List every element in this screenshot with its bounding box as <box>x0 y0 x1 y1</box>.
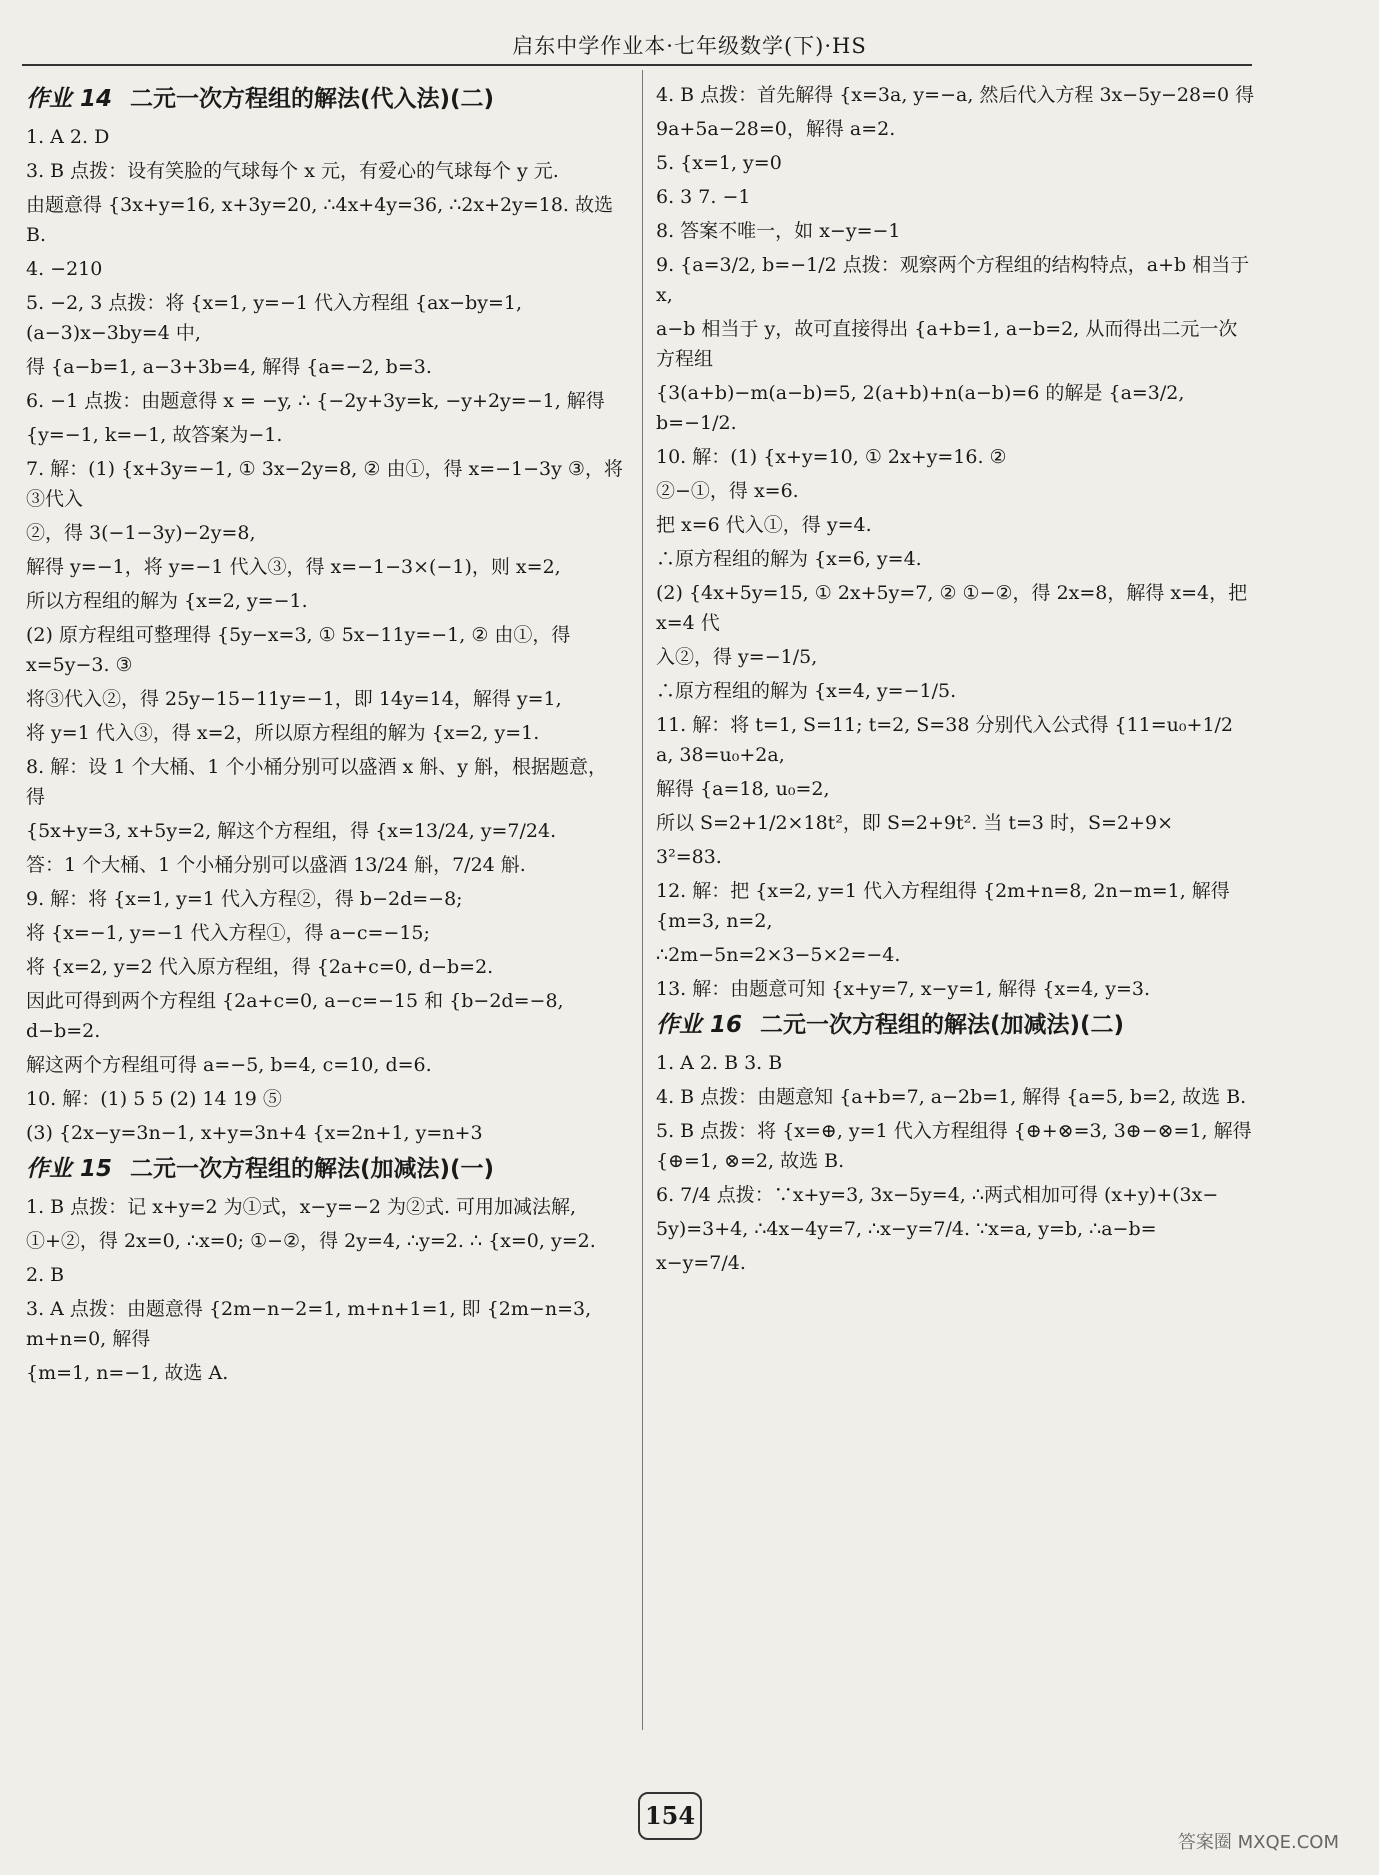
answer-line: 把 x=6 代入①，得 y=4. <box>656 514 872 536</box>
answer-line: 1. B 点拨：记 x+y=2 为①式，x−y=−2 为②式. 可用加减法解, <box>26 1196 577 1218</box>
answer-line: 将 {x=2, y=2 代入原方程组，得 {2a+c=0, d−b=2. <box>26 956 494 978</box>
section-heading <box>656 1010 1256 1040</box>
right-column <box>656 78 1256 1282</box>
answer-line: 7. 解：(1) {x+3y=−1, ① 3x−2y=8, ② 由①，得 x=−1−3y ③，将③代入 <box>26 458 623 510</box>
answer-line: 5. −2, 3 点拨：将 {x=1, y=−1 代入方程组 {ax−by=1, (a−3)x−3by=4 中, <box>26 292 523 344</box>
header-rule <box>22 64 1252 66</box>
answer-line: {m=1, n=−1, 故选 A. <box>26 1362 229 1384</box>
answer-line: 10. 解：(1) 5 5 (2) 14 19 ⑤ <box>26 1088 282 1110</box>
answer-line: 5. B 点拨：将 {x=⊕, y=1 代入方程组得 {⊕+⊗=3, 3⊕−⊗=1, 解得 {⊕=1, ⊗=2, 故选 B. <box>656 1120 1252 1172</box>
answer-line: 所以方程组的解为 {x=2, y=−1. <box>26 590 308 612</box>
answer-line: ②，得 3(−1−3y)−2y=8, <box>26 522 256 544</box>
section-title: 二元一次方程组的解法(代入法)(二) <box>130 86 495 112</box>
section-number: 作业 14 <box>26 86 113 112</box>
answer-line: ①+②，得 2x=0, ∴x=0; ①−②，得 2y=4, ∴y=2. ∴ {x=0, y=2. <box>26 1230 596 1252</box>
section-heading <box>26 1154 626 1184</box>
answer-line: 8. 解：设 1 个大桶、1 个小桶分别可以盛酒 x 斛、y 斛，根据题意，得 <box>26 756 608 808</box>
section-heading <box>26 84 626 114</box>
answer-line: a−b 相当于 y，故可直接得出 {a+b=1, a−b=2, 从而得出二元一次方程组 <box>656 318 1238 370</box>
answer-line: 3. B 点拨：设有笑脸的气球每个 x 元，有爱心的气球每个 y 元. <box>26 160 559 182</box>
answer-line: 答：1 个大桶、1 个小桶分别可以盛酒 13/24 斛，7/24 斛. <box>26 854 526 876</box>
answer-line: ∴原方程组的解为 {x=4, y=−1/5. <box>656 680 957 702</box>
answer-line: 13. 解：由题意可知 {x+y=7, x−y=1, 解得 {x=4, y=3. <box>656 978 1151 1000</box>
answer-line: 4. −210 <box>26 258 103 280</box>
answer-line: 3²=83. <box>656 846 722 868</box>
page-number: 154 <box>638 1792 702 1840</box>
answer-line: 5y)=3+4, ∴4x−4y=7, ∴x−y=7/4. ∵x=a, y=b, ∴a−b= <box>656 1218 1157 1240</box>
answer-line: (2) {4x+5y=15, ① 2x+5y=7, ② ①−②，得 2x=8，解得 x=4，把 x=4 代 <box>656 582 1248 634</box>
answer-line: 6. 3 7. −1 <box>656 186 751 208</box>
answer-line: 将③代入②，得 25y−15−11y=−1，即 14y=14，解得 y=1, <box>26 688 562 710</box>
answer-line: 4. B 点拨：首先解得 {x=3a, y=−a, 然后代入方程 3x−5y−28=0 得 <box>656 84 1255 106</box>
answer-line: 10. 解：(1) {x+y=10, ① 2x+y=16. ② <box>656 446 1007 468</box>
answer-line: 3. A 点拨：由题意得 {2m−n−2=1, m+n+1=1, 即 {2m−n=3, m+n=0, 解得 <box>26 1298 592 1350</box>
section-number: 作业 16 <box>656 1012 743 1038</box>
answer-line: 11. 解：将 t=1, S=11; t=2, S=38 分别代入公式得 {11=u₀+1/2 a, 38=u₀+2a, <box>656 714 1234 766</box>
answer-line: (3) {2x−y=3n−1, x+y=3n+4 {x=2n+1, y=n+3 <box>26 1122 483 1144</box>
answer-line: 将 {x=−1, y=−1 代入方程①，得 a−c=−15; <box>26 922 430 944</box>
watermark: 答案圈 MXQE.COM <box>1177 1832 1339 1853</box>
answer-line: 5. {x=1, y=0 <box>656 152 782 174</box>
column-divider <box>642 70 643 1730</box>
answer-line: {3(a+b)−m(a−b)=5, 2(a+b)+n(a−b)=6 的解是 {a=3/2, b=−1/2. <box>656 382 1185 434</box>
answer-line: 得 {a−b=1, a−3+3b=4, 解得 {a=−2, b=3. <box>26 356 432 378</box>
answer-line: ∴原方程组的解为 {x=6, y=4. <box>656 548 922 570</box>
answer-line: (2) 原方程组可整理得 {5y−x=3, ① 5x−11y=−1, ② 由①，得 x=5y−3. ③ <box>26 624 571 676</box>
answer-line: 因此可得到两个方程组 {2a+c=0, a−c=−15 和 {b−2d=−8, d−b=2. <box>26 990 564 1042</box>
answer-line: 将 y=1 代入③，得 x=2，所以原方程组的解为 {x=2, y=1. <box>26 722 540 744</box>
answer-line: 2. B <box>26 1264 65 1286</box>
answer-line: 入②，得 y=−1/5, <box>656 646 818 668</box>
answer-line: 4. B 点拨：由题意知 {a+b=7, a−2b=1, 解得 {a=5, b=2, 故选 B. <box>656 1086 1247 1108</box>
answer-line: 解得 {a=18, u₀=2, <box>656 778 830 800</box>
running-header: 启东中学作业本·七年级数学(下)·HS <box>512 34 867 58</box>
answer-line: 1. A 2. D <box>26 126 110 148</box>
answer-line: 6. 7/4 点拨：∵x+y=3, 3x−5y=4, ∴两式相加可得 (x+y)+(3x− <box>656 1184 1219 1206</box>
section-title: 二元一次方程组的解法(加减法)(一) <box>130 1156 495 1182</box>
answer-line: x−y=7/4. <box>656 1252 746 1274</box>
answer-line: 6. −1 点拨：由题意得 x = −y, ∴ {−2y+3y=k, −y+2y=−1, 解得 <box>26 390 605 412</box>
section-title: 二元一次方程组的解法(加减法)(二) <box>760 1012 1125 1038</box>
answer-line: 1. A 2. B 3. B <box>656 1052 783 1074</box>
answer-line: ∴2m−5n=2×3−5×2=−4. <box>656 944 901 966</box>
answer-line: 8. 答案不唯一，如 x−y=−1 <box>656 220 901 242</box>
answer-line: 12. 解：把 {x=2, y=1 代入方程组得 {2m+n=8, 2n−m=1, 解得 {m=3, n=2, <box>656 880 1230 932</box>
answer-line: 9a+5a−28=0，解得 a=2. <box>656 118 896 140</box>
answer-line: 由题意得 {3x+y=16, x+3y=20, ∴4x+4y=36, ∴2x+2y=18. 故选 B. <box>26 194 614 246</box>
answer-line: 9. {a=3/2, b=−1/2 点拨：观察两个方程组的结构特点，a+b 相当于 x, <box>656 254 1250 306</box>
answer-line: {y=−1, k=−1, 故答案为−1. <box>26 424 283 446</box>
section-number: 作业 15 <box>26 1156 113 1182</box>
answer-line: 所以 S=2+1/2×18t²，即 S=2+9t². 当 t=3 时，S=2+9× <box>656 812 1173 834</box>
answer-line: 9. 解：将 {x=1, y=1 代入方程②，得 b−2d=−8; <box>26 888 463 910</box>
answer-line: 解这两个方程组可得 a=−5, b=4, c=10, d=6. <box>26 1054 432 1076</box>
answer-line: {5x+y=3, x+5y=2, 解这个方程组，得 {x=13/24, y=7/24. <box>26 820 557 842</box>
left-column <box>26 78 626 1392</box>
answer-line: 解得 y=−1，将 y=−1 代入③，得 x=−1−3×(−1)，则 x=2, <box>26 556 561 578</box>
answer-line: ②−①，得 x=6. <box>656 480 799 502</box>
